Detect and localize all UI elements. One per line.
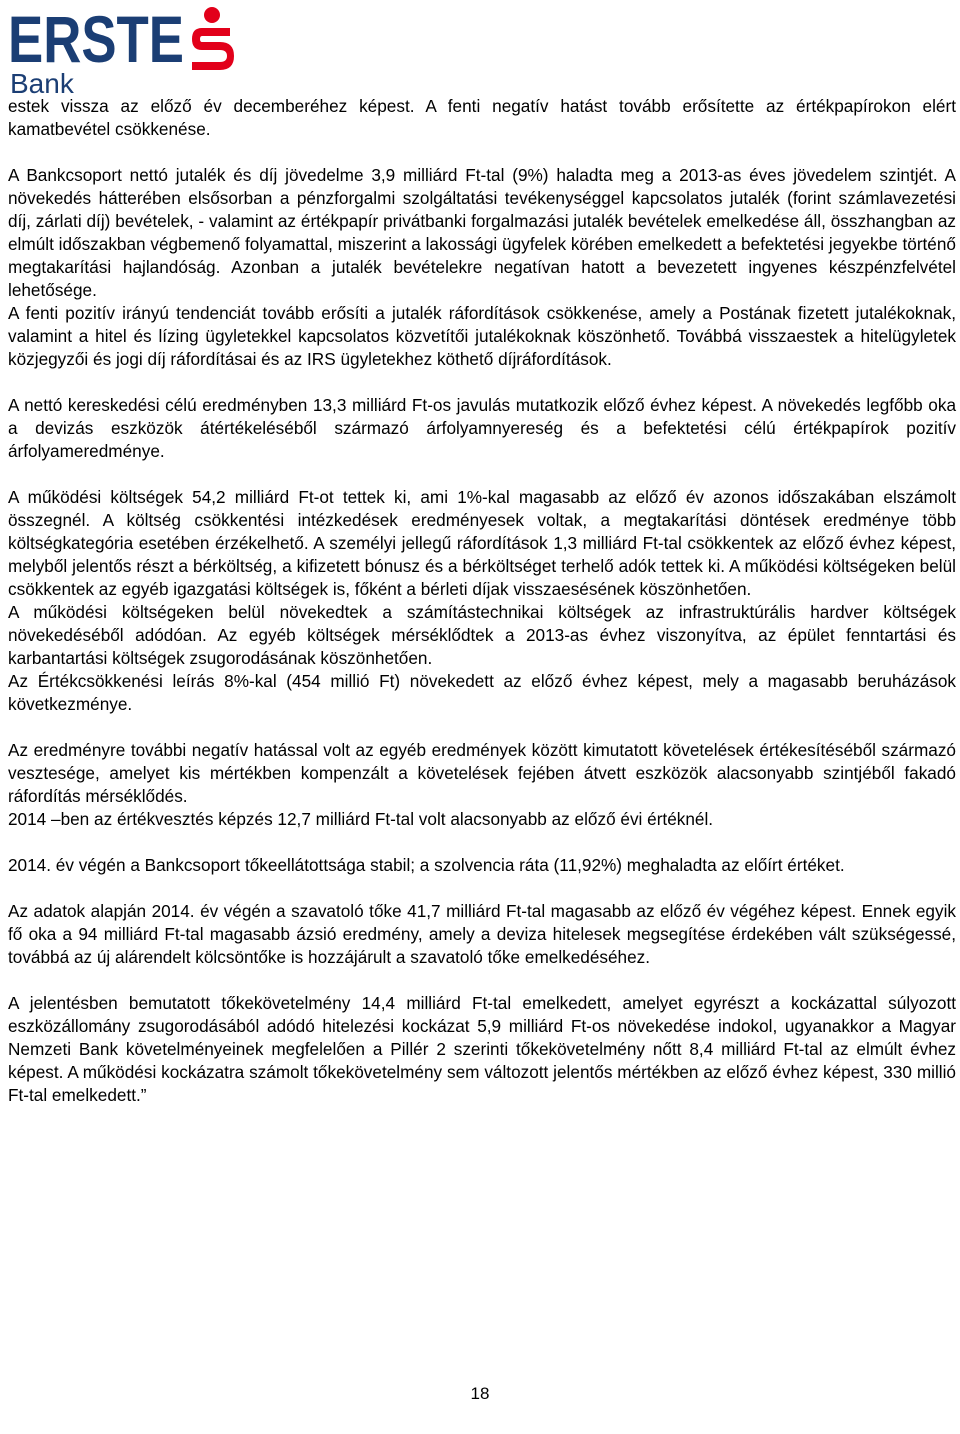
paragraph: estek vissza az előző év decemberéhez képest. A fenti negatív hatást tovább erősítette az értékpapírokon elért kamatbevétel csökkenése. [8,96,956,139]
paragraph: 2014 –ben az értékvesztés képzés 12,7 milliárd Ft-tal volt alacsonyabb az előző évi értéknél. [8,809,714,829]
paragraph: A nettó kereskedési célú eredményben 13,3 milliárd Ft-os javulás mutatkozik előző évhez képest. A növekedés legfőbb oka a devizás eszközök átértékeléséből származó árfolyamnyereség és a befektetési célú értékpapírok pozitív árfolyameredménye. [8,395,956,461]
paragraph: Az adatok alapján 2014. év végén a szavatoló tőke 41,7 milliárd Ft-tal magasabb az előző év végéhez képest. Ennek egyik fő oka a 94 milliárd Ft-tal magasabb ázsió eredmény, amely a deviza hitelesek megsegítése érdekében vált szükségessé, továbbá az új alárendelt kölcsöntőke is hozzájárult a szavatoló tőke emelkedéséhez. [8,901,956,967]
document-body [8,95,956,1107]
paragraph: 2014. év végén a Bankcsoport tőkeellátottsága stabil; a szolvencia ráta (11,92%) meghaladta az előírt értéket. [8,855,845,875]
paragraph: A fenti pozitív irányú tendenciát tovább erősíti a jutalék ráfordítások csökkenése, amely a Postának fizetett jutalékoknak, valamint a hitel és lízing ügyletekkel kapcsolatos közvetítői jutalékoknak köszönhető. Továbbá visszaestek a hitelügyletek közjegyzői és jogi díj ráfordításai és az IRS ügyletekhez köthető díjráfordítások. [8,303,956,369]
paragraph: A működési költségeken belül növekedtek a számítástechnikai költségek az infrastruktúrális hardver költségek növekedéséből adódóan. Az egyéb költségek mérséklődtek a 2013-as évhez viszonyítva, az épület fenntartási és karbantartási költségek zsugorodásának köszönhetően. [8,602,956,668]
logo-svg [8,4,234,96]
paragraph: Az Értékcsökkenési leírás 8%-kal (454 millió Ft) növekedett az előző évhez képest, mely a magasabb beruházások következménye. [8,671,956,714]
page-number: 18 [470,1384,490,1403]
svg-text:Bank: Bank [10,68,74,96]
svg-text:ERSTE: ERSTE [8,4,184,76]
paragraph: A Bankcsoport nettó jutalék és díj jövedelme 3,9 milliárd Ft-tal (9%) haladta meg a 2013-as éves jövedelem szintjét. A növekedés hátterében elsősorban a pénzforgalmi szolgáltatási tevékenységgel kapcsolatos jutalék (forint számlavezetési díj, zárlati díj) bevételek, - valamint az értékpapír privátbanki forgalmazási jutalék bevételek emelkedése áll, összhangban az elmúlt időszakban végbemenő folyamattal, miszerint a lakossági ügyfelek körében emelkedett a befektetési jegyekbe történő megtakarítási hajlandóság. Azonban a jutalék bevételekre negatívan hatott a bevezetett ingyenes készpénzfelvétel lehetősége. [8,165,956,300]
erste-bank-logo [8,4,234,96]
paragraph: A jelentésben bemutatott tőkekövetelmény 14,4 milliárd Ft-tal emelkedett, amelyet egyrészt a kockázattal súlyozott eszközállomány zsugorodásából adódó hitelezési kockázat 5,9 milliárd Ft-os növekedése indokol, ugyanakkor a Magyar Nemzeti Bank követelményeinek megfelelően a Pillér 2 szerinti tőkekövetelmény nőtt 8,4 milliárd Ft-tal az elmúlt évhez képest. A működési kockázatra számolt tőkekövetelmény sem változott jelentős mértékben az előző évhez képest, 330 millió Ft-tal emelkedett.” [8,993,956,1105]
paragraph: A működési költségek 54,2 milliárd Ft-ot tettek ki, ami 1%-kal magasabb az előző év azonos időszakában elszámolt összegnél. A költség csökkentési intézkedések eredményesek voltak, a megtakarítási döntések eredménye több költségkategória esetében érzékelhető. A személyi jellegű ráfordítások 1,3 milliárd Ft-tal csökkentek az előző évhez képest, melyből jelentős részt a bérköltség, a kifizetett bónusz és a bérköltséget terhelő adók tettek ki. A működési költségeken belül csökkentek az egyéb igazgatási költségek is, főként a bérleti díjak visszaesésének köszönhetően. [8,487,956,599]
paragraph: Az eredményre további negatív hatással volt az egyéb eredmények között kimutatott követelések értékesítéséből származó vesztesége, amelyet kis mértékben kompenzált a követelések fejében átvett eszközök alacsonyabb szintjéből fakadó ráfordítás mérséklődés. [8,740,956,806]
erste-s-symbol-icon [192,7,234,70]
